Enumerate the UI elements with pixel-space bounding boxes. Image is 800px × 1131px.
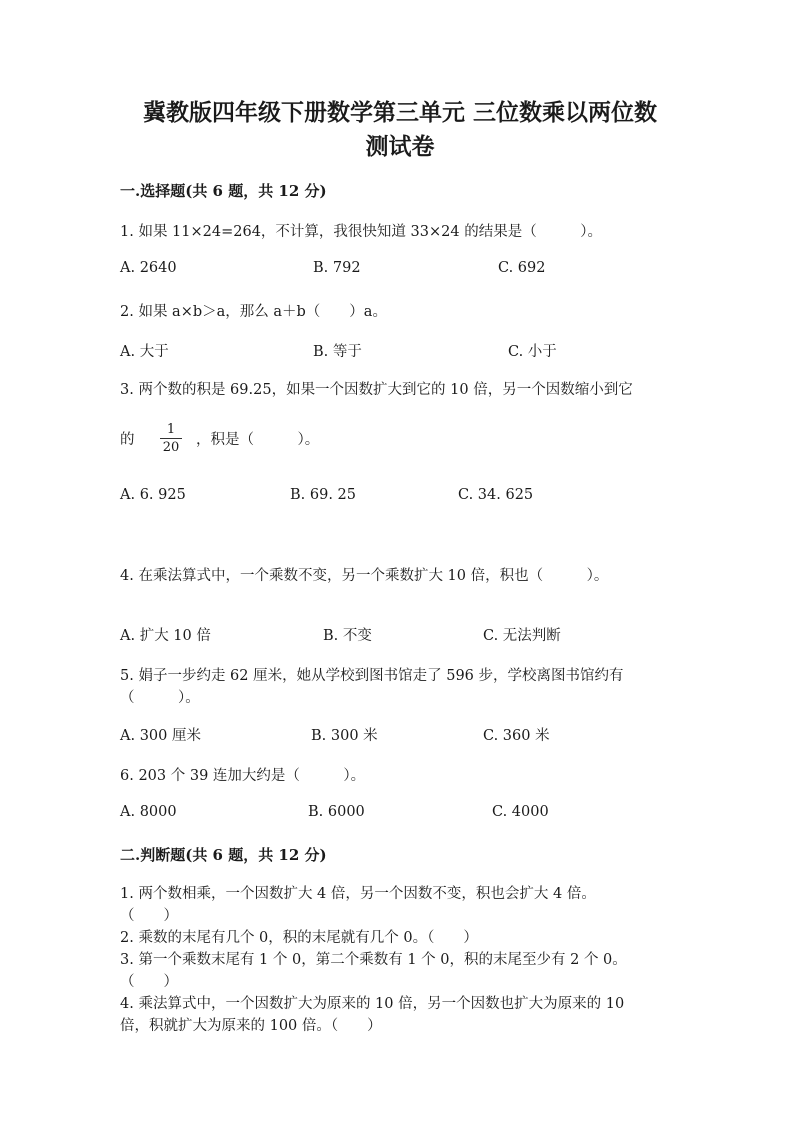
s2-q3-text-line1: 3. 第一个乘数末尾有 1 个 0，第二个乘数有 1 个 0，积的末尾至少有 2 个 0。 [120, 952, 627, 968]
s1-q6-option-c: C. 4000 [492, 804, 549, 820]
s1-q3-option-c: C. 34. 625 [458, 487, 534, 503]
s2-q3-text-line2: （ ） [120, 974, 178, 990]
s1-q3-option-a: A. 6. 925 [120, 487, 186, 503]
s1-q5-text-line1: 5. 娟子一步约走 62 厘米，她从学校到图书馆走了 596 步，学校离图书馆约有 [120, 668, 624, 684]
s2-q1-text-line1: 1. 两个数相乘，一个因数扩大 4 倍，另一个因数不变，积也会扩大 4 倍。 [120, 886, 596, 902]
s1-q4-option-a: A. 扩大 10 倍 [120, 628, 211, 644]
s1-q2-option-c: C. 小于 [508, 344, 557, 360]
s1-q1-option-b: B. 792 [313, 260, 361, 276]
section1-header: 一.选择题(共 6 题，共 12 分) [120, 182, 327, 200]
s1-q3-text-line2-suffix: ，积是（ ）。 [196, 432, 320, 448]
s1-q4-text: 4. 在乘法算式中，一个乘数不变，另一个乘数扩大 10 倍，积也（ ）。 [120, 568, 609, 584]
s1-q4-option-c: C. 无法判断 [483, 628, 561, 644]
s2-q4-text-line1: 4. 乘法算式中，一个因数扩大为原来的 10 倍，另一个因数也扩大为原来的 10 [120, 996, 625, 1012]
s2-q4-text-line2: 倍，积就扩大为原来的 100 倍。（ ） [120, 1018, 382, 1034]
s1-q1-option-a: A. 2640 [120, 260, 177, 276]
s1-q5-option-b: B. 300 米 [311, 728, 378, 744]
page-title-line1: 冀教版四年级下册数学第三单元 三位数乘以两位数 [142, 99, 657, 126]
s1-q3-text-line2-prefix: 的 [120, 432, 135, 448]
s1-q1-text: 1. 如果 11×24=264，不计算，我很快知道 33×24 的结果是（ ）。 [120, 224, 602, 240]
s2-q2-text: 2. 乘数的末尾有几个 0，积的末尾就有几个 0。（ ） [120, 930, 478, 946]
section2-header: 二.判断题(共 6 题，共 12 分) [120, 846, 327, 864]
s1-q4-option-b: B. 不变 [323, 628, 372, 644]
s1-q6-text: 6. 203 个 39 连加大约是（ ）。 [120, 768, 366, 784]
s1-q6-option-b: B. 6000 [308, 804, 365, 820]
s1-q3-option-b: B. 69. 25 [290, 487, 356, 503]
s1-q2-option-b: B. 等于 [313, 344, 362, 360]
s1-q3-fraction-numerator: 1 [160, 422, 182, 439]
s1-q3-fraction-denominator: 20 [162, 440, 180, 455]
s1-q3-text-line1: 3. 两个数的积是 69.25，如果一个因数扩大到它的 10 倍，另一个因数缩小到它 [120, 382, 633, 398]
s1-q1-option-c: C. 692 [498, 260, 546, 276]
s1-q5-text-line2: （ ）。 [120, 690, 200, 706]
s1-q5-option-c: C. 360 米 [483, 728, 550, 744]
s1-q6-option-a: A. 8000 [120, 804, 177, 820]
page-title-line2: 测试卷 [365, 133, 435, 160]
s1-q3-fraction [160, 422, 182, 455]
s2-q1-text-line2: （ ） [120, 908, 178, 924]
s1-q2-option-a: A. 大于 [120, 344, 169, 360]
s1-q5-option-a: A. 300 厘米 [120, 728, 201, 744]
s1-q2-text: 2. 如果 a×b＞a，那么 a＋b（ ）a。 [120, 304, 387, 320]
